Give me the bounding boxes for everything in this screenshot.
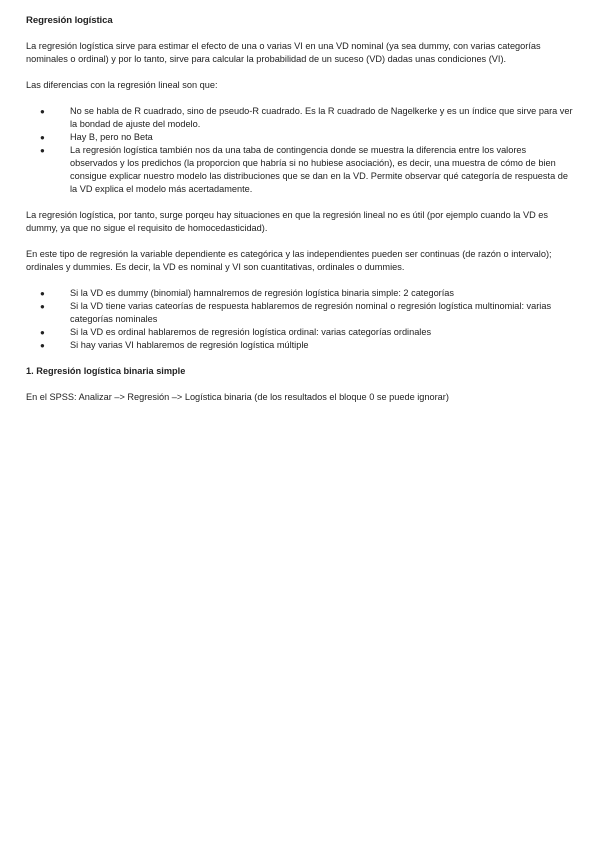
bullet-icon: ● <box>40 289 45 298</box>
reason-paragraph: La regresión logística, por tanto, surge porqeu hay situaciones en que la regresión lineal no es útil (por ejemplo cuando la VD es dummy, ya que no sigue el requisito de homocedasticidad). <box>26 210 548 233</box>
list-item-text: Si la VD tiene varias cateorías de respuesta hablaremos de regresión nominal o regresión logística multinomial: varias categorías nominales <box>70 301 552 324</box>
document-title: Regresión logística <box>26 15 113 26</box>
list-item <box>26 144 576 196</box>
bullet-icon: ● <box>40 107 45 116</box>
bullet-icon: ● <box>40 302 45 311</box>
list-item-text: No se habla de R cuadrado, sino de pseudo-R cuadrado. Es la R cuadrado de Nagelkerke y es un índice que sirve para ver la bondad de ajuste del modelo. <box>70 106 573 129</box>
list-item-text: Si hay varias VI hablaremos de regresión logística múltiple <box>70 340 309 350</box>
list-item <box>26 105 576 131</box>
list-item-text: La regresión logística también nos da una taba de contingencia donde se muestra la diferencia entre los valores observados y los predichos (la proporcion que habría si no hubiese asociación), es decir, una muestra de cómo de bien consigue explicar nuestro modelo las distribuciones que se dan en la VD. Permite observar qué categoría de respuesta de la VD explica el modelo más acertadamente. <box>70 145 568 194</box>
document-page <box>26 14 576 417</box>
bullet-icon: ● <box>40 328 45 337</box>
regression-types-list <box>26 287 576 352</box>
list-item-text: Si la VD es ordinal hablaremos de regresión logística ordinal: varias categorías ordinales <box>70 327 432 337</box>
variables-paragraph: En este tipo de regresión la variable dependiente es categórica y las independientes pueden ser continuas (de razón o intervalo); ordinales y dummies. Es decir, la VD es nominal y VI son cuantitativas, ordinales o dummies. <box>26 249 552 272</box>
list-item-text: Hay B, pero no Beta <box>70 132 153 142</box>
differences-intro: Las diferencias con la regresión lineal son que: <box>26 80 218 90</box>
list-item <box>26 287 576 300</box>
bullet-icon: ● <box>40 146 45 155</box>
bullet-icon: ● <box>40 341 45 350</box>
list-item <box>26 326 576 339</box>
bullet-icon: ● <box>40 133 45 142</box>
list-item <box>26 131 576 144</box>
spss-paragraph: En el SPSS: Analizar –> Regresión –> Logística binaria (de los resultados el bloque 0 se puede ignorar) <box>26 392 449 402</box>
intro-paragraph: La regresión logística sirve para estimar el efecto de una o varias VI en una VD nominal (ya sea dummy, con varias categorías nominales o ordinal) y por lo tanto, sirve para calcular la probabilidad de un suceso (VD) dadas unas condiciones (VI). <box>26 41 541 64</box>
differences-list <box>26 105 576 196</box>
list-item-text: Si la VD es dummy (binomial) hamnalremos de regresión logística binaria simple: 2 categorías <box>70 288 454 298</box>
section-heading: 1. Regresión logística binaria simple <box>26 366 186 376</box>
list-item <box>26 300 576 326</box>
list-item <box>26 339 576 352</box>
